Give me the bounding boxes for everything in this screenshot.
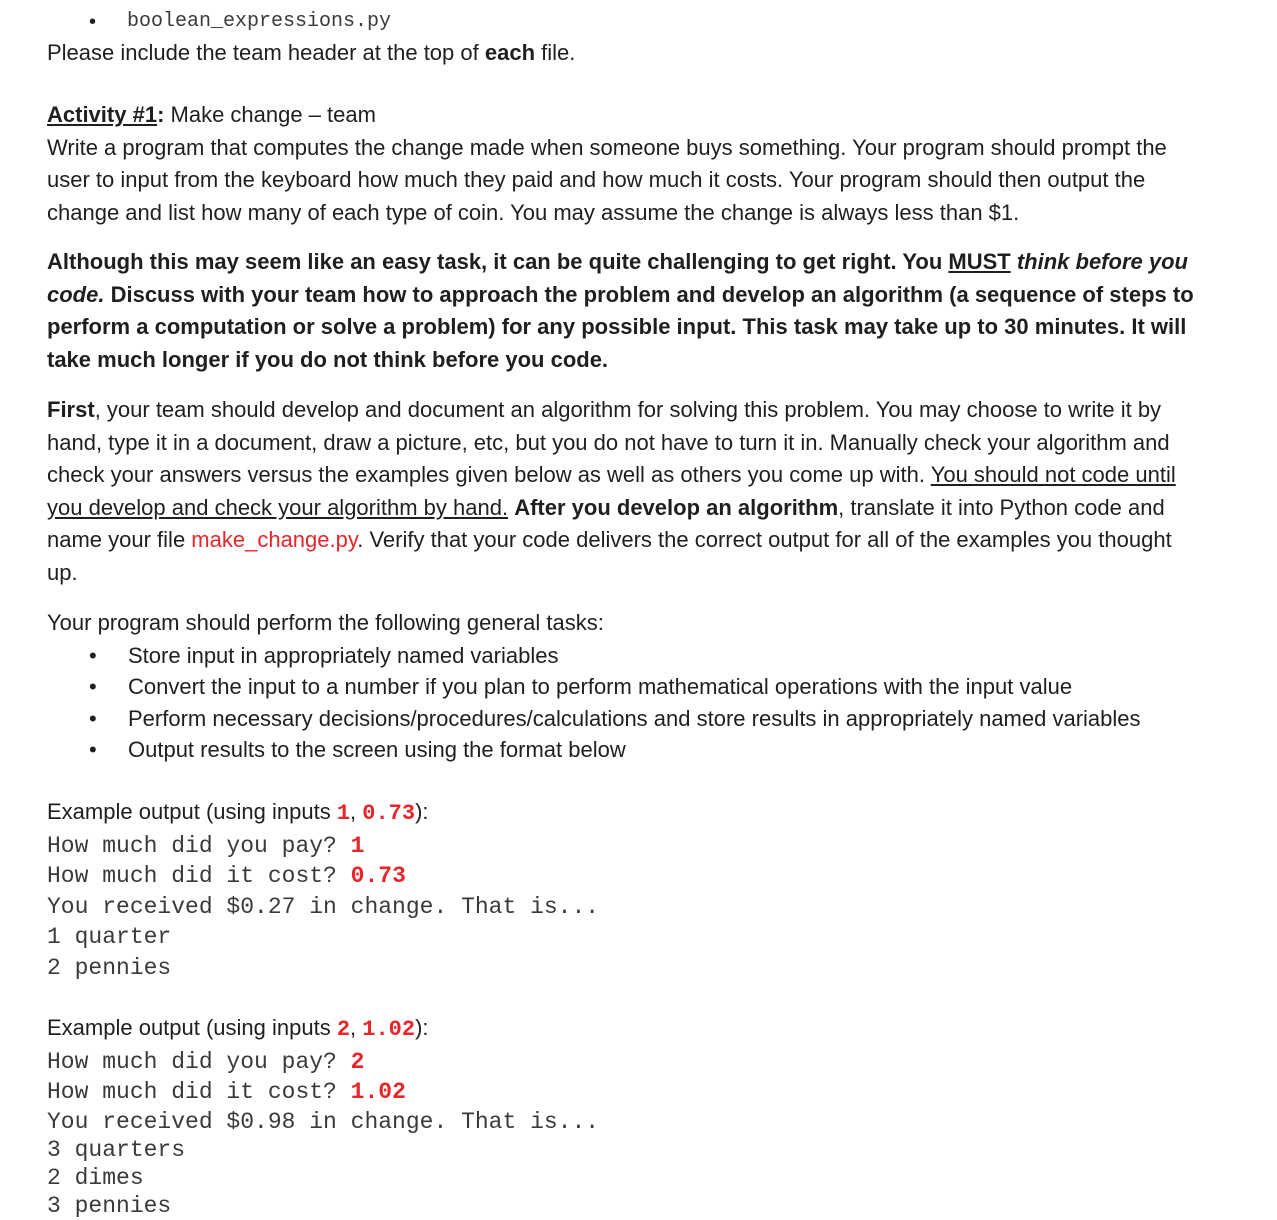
list-item	[47, 703, 1197, 735]
warning-must: MUST	[948, 249, 1011, 274]
example-input-1: 1	[336, 801, 351, 826]
code-line: You received $0.98 in change. That is...	[47, 1108, 600, 1135]
code-answer: 2	[350, 1048, 365, 1075]
example-intro	[47, 796, 1197, 831]
bullet-icon: •	[89, 737, 97, 762]
activity-heading	[47, 99, 1197, 132]
algorithm-text-3: . Verify that your code delivers the correct output for all of the examples you thought up.	[47, 527, 1172, 585]
code-line: 2 dimes	[47, 1164, 144, 1191]
activity-label: Activity #1	[47, 102, 158, 127]
code-line: 3 pennies	[47, 1192, 172, 1219]
list-item-text: Perform necessary decisions/procedures/calculations and store results in appropriately named variables	[128, 705, 1141, 731]
code-line: 3 quarters	[47, 1136, 186, 1163]
warning-italic: think before you code.	[47, 249, 1188, 307]
code-prompt: How much did it cost?	[47, 1079, 351, 1105]
intro-text: Please include the team header at the top of	[47, 40, 485, 65]
tasks-list	[47, 640, 1197, 766]
code-answer: 1.02	[350, 1079, 406, 1105]
list-item	[47, 640, 1197, 672]
list-item-text: Store input in appropriately named variables	[128, 642, 559, 668]
list-item-text: Convert the input to a number if you plan to perform mathematical operations with the input value	[128, 674, 1073, 699]
example-input-2: 1.02	[362, 1017, 416, 1042]
example-separator: ,	[350, 1015, 363, 1040]
example-intro	[47, 1012, 1197, 1047]
example-intro-end: ):	[415, 1015, 429, 1040]
algorithm-text-2: , translate it into Python code and name your file	[47, 494, 1165, 552]
code-answer: 1	[350, 832, 365, 859]
intro-bold: each	[484, 40, 536, 65]
python-filename: make_change.py	[191, 527, 358, 552]
bullet-icon: •	[89, 674, 97, 699]
code-answer: 0.73	[350, 863, 406, 889]
list-item	[47, 734, 1197, 766]
warning-text-end: Discuss with your team how to approach the problem and develop an algorithm (a sequence of steps to perform a computation or solve a problem) for any possible input. This task may take up to 30 minutes. It will take much longer if you do not think before you code.	[47, 281, 1194, 372]
code-line: You received $0.27 in change. That is...	[47, 893, 600, 920]
team-header-note	[47, 37, 575, 70]
code-prompt: How much did you pay?	[47, 832, 351, 859]
warning-text: Although this may seem like an easy task, it can be quite challenging to get right. You	[47, 249, 949, 274]
code-prompt: How much did you pay?	[47, 1048, 351, 1075]
code-line	[47, 1047, 1197, 1078]
example-intro-end: ):	[415, 799, 429, 824]
algorithm-text: , your team should develop and document an algorithm for solving this problem. You may choose to write it by hand, type it in a document, draw a picture, etc, but you do not have to turn it in. Manually check your algorithm and check your answers versus the examples given below as well as others you come up with.	[47, 397, 1170, 487]
first-bold: First	[47, 397, 95, 422]
activity-section	[47, 99, 1197, 229]
example-input-1: 2	[336, 1017, 351, 1042]
filename-text: boolean_expressions.py	[127, 10, 392, 33]
algorithm-underlined: You should not code until you develop and check your algorithm by hand.	[47, 462, 1176, 520]
code-line	[47, 861, 1197, 892]
code-line	[47, 831, 1197, 862]
warning-paragraph	[47, 246, 1197, 376]
list-item-text: Output results to the screen using the format below	[128, 737, 626, 762]
algorithm-bold: After you develop an algorithm	[514, 494, 839, 520]
example-separator: ,	[350, 799, 363, 824]
example-intro-text: Example output (using inputs	[47, 799, 337, 824]
bullet-icon: •	[89, 11, 97, 33]
bullet-icon: •	[89, 705, 97, 731]
bullet-icon: •	[89, 642, 97, 668]
example-intro-text: Example output (using inputs	[47, 1015, 337, 1040]
tasks-intro: Your program should perform the following general tasks:	[47, 610, 604, 635]
code-line	[47, 1077, 1197, 1108]
example-input-2: 0.73	[362, 801, 416, 826]
activity-title: Make change – team	[164, 102, 376, 127]
file-list-item	[89, 7, 391, 37]
tasks-section	[47, 607, 1197, 766]
list-item	[47, 671, 1197, 703]
activity-description: Write a program that computes the change made when someone buys something. Your program should prompt the user to input from the keyboard how much they paid and how much it costs. Your program should then output the change and list how many of each type of coin. You may assume the change is always less than $1.	[47, 134, 1167, 225]
code-line: 1 quarter	[47, 924, 172, 950]
example-output-2	[47, 1012, 1197, 1220]
algorithm-paragraph	[47, 394, 1197, 589]
activity-colon: :	[157, 102, 165, 127]
intro-text-end: file.	[535, 40, 576, 65]
code-prompt: How much did it cost?	[47, 863, 351, 889]
example-output-1	[47, 796, 1197, 983]
code-line: 2 pennies	[47, 954, 172, 981]
